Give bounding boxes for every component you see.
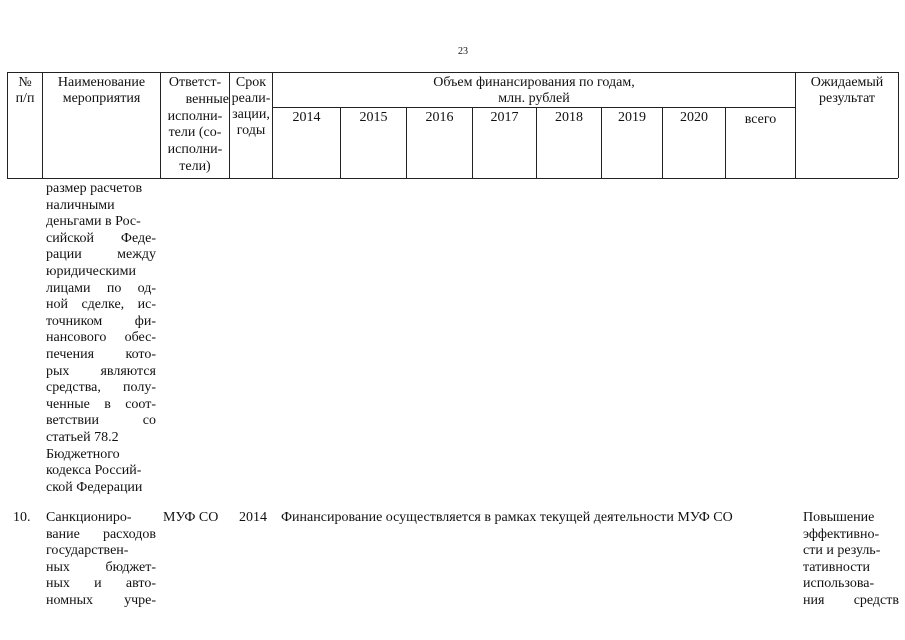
header-term: Срок реали- зации, годы (231, 75, 271, 138)
year-2017: 2017 (490, 110, 519, 125)
row10-number: 10. (13, 510, 31, 525)
row10-financing: Финансирование осуществляется в рамках текущей деятельности МУФ СО (281, 510, 733, 525)
row10-responsible: МУФ СО (163, 510, 219, 525)
row10-name: Санкциониро- вание расходов государствен- ных бюджет- ных и авто- номных учре- (46, 510, 156, 608)
year-2015: 2015 (359, 110, 388, 125)
year-2016: 2016 (425, 110, 454, 125)
year-2020: 2020 (680, 110, 708, 125)
year-total: всего (744, 112, 777, 127)
year-2018: 2018 (555, 110, 583, 125)
year-2014: 2014 (292, 110, 321, 125)
previous-row-name-continuation: размер расчетов наличными деньгами в Рос- сийской Феде- рации между юридическими лицами по од- ной сделке, ис- точником фи- нансового обес- печения кото- рых являются средства, полу- ченные в соот- ветствии со статьей 78.2 Бюджетного кодекса Россий- ской Федерации (46, 181, 156, 495)
row10-term: 2014 (239, 510, 267, 525)
header-financing: Объем финансирования по годам, млн. рублей (433, 75, 635, 106)
year-2019: 2019 (618, 110, 646, 125)
page-number: 23 (458, 46, 468, 57)
header-responsible: Ответст- венные исполни- тели (со- исполни- тели) (167, 75, 229, 174)
header-num: № п/п (15, 75, 35, 106)
header-result: Ожидаемый результат (810, 75, 884, 106)
header-name: Наименование мероприятия (57, 75, 146, 106)
row10-result: Повышение эффективно- сти и резуль- тативности использова- ния средств (803, 510, 899, 608)
